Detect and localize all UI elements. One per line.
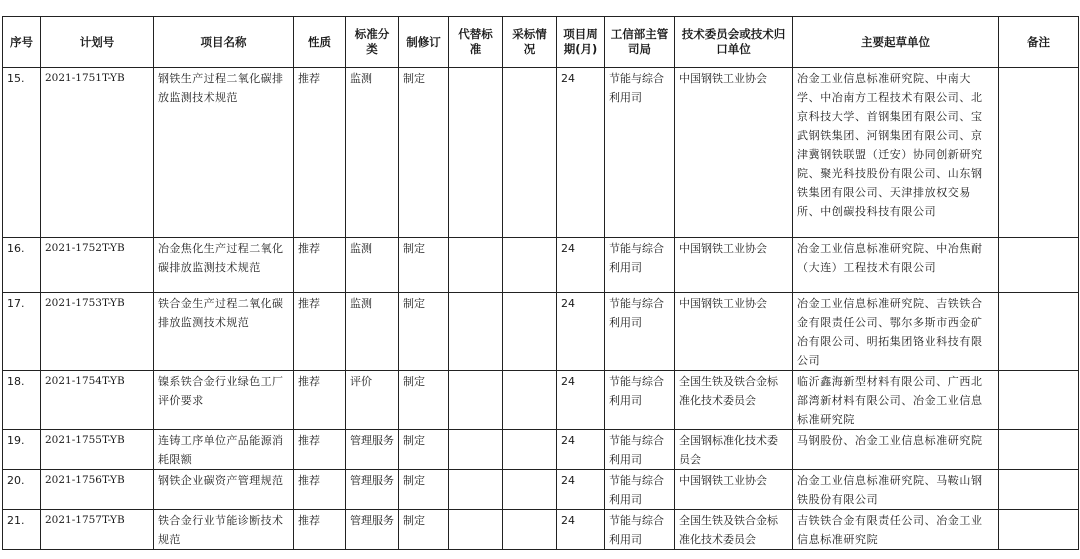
cell-project-name: 钢铁企业碳资产管理规范 <box>154 470 294 510</box>
cell-drafters: 吉铁铁合金有限责任公司、冶金工业信息标准研究院 <box>793 510 999 550</box>
cell-committee: 中国钢铁工业协会 <box>675 238 793 293</box>
header-plan-no: 计划号 <box>41 17 154 68</box>
cell-project-name: 连铸工序单位产品能源消耗限额 <box>154 430 294 470</box>
cell-revise: 制定 <box>399 510 449 550</box>
cell-replace <box>449 68 503 238</box>
cell-replace <box>449 470 503 510</box>
cell-committee: 中国钢铁工业协会 <box>675 470 793 510</box>
cell-seq: 17. <box>3 293 41 371</box>
header-revise: 制修订 <box>399 17 449 68</box>
cell-period: 24 <box>557 510 605 550</box>
cell-committee: 全国生铁及铁合金标准化技术委员会 <box>675 371 793 430</box>
table-row <box>3 293 1079 371</box>
cell-dept: 节能与综合利用司 <box>605 470 675 510</box>
cell-dept: 节能与综合利用司 <box>605 293 675 371</box>
cell-drafters: 临沂鑫海新型材料有限公司、广西北部湾新材料有限公司、冶金工业信息标准研究院 <box>793 371 999 430</box>
cell-plan-no: 2021-1757T-YB <box>41 510 154 550</box>
cell-adopt <box>503 430 557 470</box>
cell-period: 24 <box>557 371 605 430</box>
header-period: 项目周期(月) <box>557 17 605 68</box>
cell-adopt <box>503 371 557 430</box>
cell-plan-no: 2021-1756T-YB <box>41 470 154 510</box>
cell-adopt <box>503 293 557 371</box>
cell-remark <box>999 371 1079 430</box>
header-drafters: 主要起草单位 <box>793 17 999 68</box>
table-row <box>3 68 1079 238</box>
table-header-row <box>3 17 1079 68</box>
cell-replace <box>449 371 503 430</box>
cell-remark <box>999 510 1079 550</box>
cell-nature: 推荐 <box>294 68 346 238</box>
cell-period: 24 <box>557 238 605 293</box>
cell-period: 24 <box>557 68 605 238</box>
cell-revise: 制定 <box>399 293 449 371</box>
header-dept: 工信部主管司局 <box>605 17 675 68</box>
cell-adopt <box>503 470 557 510</box>
cell-committee: 中国钢铁工业协会 <box>675 68 793 238</box>
table-row <box>3 238 1079 293</box>
cell-remark <box>999 293 1079 371</box>
cell-remark <box>999 470 1079 510</box>
header-committee: 技术委员会或技术归口单位 <box>675 17 793 68</box>
cell-std-class: 监测 <box>346 68 399 238</box>
cell-adopt <box>503 68 557 238</box>
cell-replace <box>449 238 503 293</box>
cell-seq: 20. <box>3 470 41 510</box>
cell-adopt <box>503 238 557 293</box>
cell-nature: 推荐 <box>294 430 346 470</box>
cell-period: 24 <box>557 293 605 371</box>
cell-nature: 推荐 <box>294 293 346 371</box>
standards-plan-table <box>2 16 1079 550</box>
cell-drafters: 马钢股份、冶金工业信息标准研究院 <box>793 430 999 470</box>
cell-revise: 制定 <box>399 238 449 293</box>
cell-seq: 18. <box>3 371 41 430</box>
cell-drafters: 冶金工业信息标准研究院、中南大学、中冶南方工程技术有限公司、北京科技大学、首钢集团有限公司、宝武钢铁集团、河钢集团有限公司、京津冀钢铁联盟（迁安）协同创新研究院、聚光科技股份有限公司、山东钢铁集团有限公司、天津排放权交易所、中创碳投科技有限公司 <box>793 68 999 238</box>
cell-adopt <box>503 510 557 550</box>
cell-project-name: 铁合金行业节能诊断技术规范 <box>154 510 294 550</box>
cell-revise: 制定 <box>399 68 449 238</box>
cell-dept: 节能与综合利用司 <box>605 238 675 293</box>
cell-std-class: 管理服务 <box>346 470 399 510</box>
cell-seq: 21. <box>3 510 41 550</box>
cell-revise: 制定 <box>399 430 449 470</box>
cell-committee: 全国生铁及铁合金标准化技术委员会 <box>675 510 793 550</box>
cell-revise: 制定 <box>399 371 449 430</box>
cell-plan-no: 2021-1753T-YB <box>41 293 154 371</box>
cell-project-name: 铁合金生产过程二氧化碳排放监测技术规范 <box>154 293 294 371</box>
cell-plan-no: 2021-1751T-YB <box>41 68 154 238</box>
cell-replace <box>449 510 503 550</box>
cell-committee: 中国钢铁工业协会 <box>675 293 793 371</box>
cell-committee: 全国钢标准化技术委员会 <box>675 430 793 470</box>
cell-dept: 节能与综合利用司 <box>605 371 675 430</box>
cell-plan-no: 2021-1754T-YB <box>41 371 154 430</box>
header-adopt: 采标情况 <box>503 17 557 68</box>
cell-plan-no: 2021-1755T-YB <box>41 430 154 470</box>
cell-dept: 节能与综合利用司 <box>605 68 675 238</box>
cell-drafters: 冶金工业信息标准研究院、马鞍山钢铁股份有限公司 <box>793 470 999 510</box>
cell-project-name: 冶金焦化生产过程二氧化碳排放监测技术规范 <box>154 238 294 293</box>
header-nature: 性质 <box>294 17 346 68</box>
cell-std-class: 管理服务 <box>346 510 399 550</box>
cell-drafters: 冶金工业信息标准研究院、中冶焦耐（大连）工程技术有限公司 <box>793 238 999 293</box>
cell-nature: 推荐 <box>294 510 346 550</box>
cell-dept: 节能与综合利用司 <box>605 510 675 550</box>
cell-std-class: 管理服务 <box>346 430 399 470</box>
table-row <box>3 371 1079 430</box>
cell-nature: 推荐 <box>294 238 346 293</box>
table-row <box>3 510 1079 550</box>
cell-seq: 15. <box>3 68 41 238</box>
cell-seq: 19. <box>3 430 41 470</box>
cell-replace <box>449 430 503 470</box>
cell-replace <box>449 293 503 371</box>
cell-period: 24 <box>557 430 605 470</box>
cell-remark <box>999 68 1079 238</box>
cell-std-class: 监测 <box>346 293 399 371</box>
table-row <box>3 430 1079 470</box>
cell-std-class: 评价 <box>346 371 399 430</box>
cell-nature: 推荐 <box>294 371 346 430</box>
cell-remark <box>999 430 1079 470</box>
cell-plan-no: 2021-1752T-YB <box>41 238 154 293</box>
header-seq: 序号 <box>3 17 41 68</box>
cell-project-name: 镍系铁合金行业绿色工厂评价要求 <box>154 371 294 430</box>
header-project-name: 项目名称 <box>154 17 294 68</box>
cell-std-class: 监测 <box>346 238 399 293</box>
cell-revise: 制定 <box>399 470 449 510</box>
cell-dept: 节能与综合利用司 <box>605 430 675 470</box>
table-row <box>3 470 1079 510</box>
cell-remark <box>999 238 1079 293</box>
header-replace: 代替标准 <box>449 17 503 68</box>
cell-period: 24 <box>557 470 605 510</box>
cell-nature: 推荐 <box>294 470 346 510</box>
cell-seq: 16. <box>3 238 41 293</box>
cell-drafters: 冶金工业信息标准研究院、吉铁铁合金有限责任公司、鄂尔多斯市西金矿冶有限公司、明拓集团铬业科技有限公司 <box>793 293 999 371</box>
header-remark: 备注 <box>999 17 1079 68</box>
header-std-class: 标准分类 <box>346 17 399 68</box>
cell-project-name: 钢铁生产过程二氧化碳排放监测技术规范 <box>154 68 294 238</box>
